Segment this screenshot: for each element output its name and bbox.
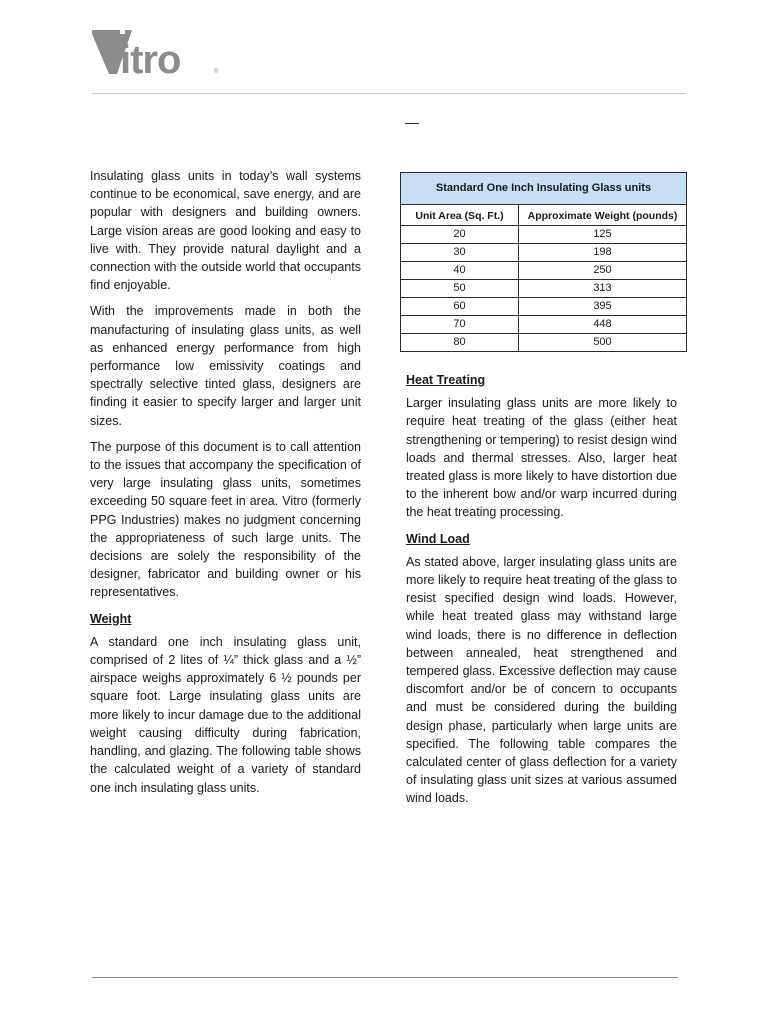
table-cell-area: 20: [401, 226, 519, 244]
wind-load-heading: Wind Load: [406, 531, 470, 546]
table-row: [401, 244, 687, 262]
header-divider: [92, 93, 686, 94]
improvements-paragraph: With the improvements made in both the manufacturing of insulating glass units, as well as enhanced energy performance from high performance low emissivity coatings and spectrally selective tinted glass, designers are finding it easier to specify larger and larger unit sizes.: [90, 304, 361, 428]
table-cell-weight: 250: [519, 262, 687, 280]
table-cell-area: 50: [401, 280, 519, 298]
wind-load-paragraph: As stated above, larger insulating glass units are more likely to require heat treating of the glass to resist specified design wind loads. However, while heat treated glass may withstand large wind loads, there is no difference in deflection between annealed, heat strengthened and tempered glass. Excessive deflection may cause discomfort and/or be of concern to occupants and must be considered during the building design phase, particularly when large units are specified. The following table compares the calculated center of glass deflection for a variety of insulating glass unit sizes at various assumed wind loads.: [406, 554, 677, 806]
footer-divider: [92, 977, 678, 978]
table-title: Standard One Inch Insulating Glass units: [401, 173, 687, 205]
intro-paragraph: Insulating glass units in today’s wall systems continue to be economical, save energy, and are popular with designers and building owners. Large vision areas are good looking and easy to live with. They provide natural daylight and a connection with the outside world that occupants find enjoyable.: [90, 169, 361, 293]
table-cell-area: 40: [401, 262, 519, 280]
table-cell-area: 60: [401, 298, 519, 316]
header-dash: —: [405, 114, 419, 130]
table-row: [401, 298, 687, 316]
purpose-paragraph: The purpose of this document is to call attention to the issues that accompany the specification of very large insulating glass units, sometimes exceeding 50 square feet in area. Vitro (formerly PPG Industries) makes no judgment concerning the appropriateness of such large units. The decisions are solely the responsibility of the designer, fabricator and building owner or his representatives.: [90, 439, 361, 600]
weight-table: [400, 172, 687, 352]
table-cell-weight: 448: [519, 316, 687, 334]
table-cell-weight: 313: [519, 280, 687, 298]
registered-mark: ®: [214, 69, 219, 75]
heat-treating-paragraph: Larger insulating glass units are more likely to require heat treating of the glass (either heat strengthening or tempering) to resist design wind loads and thermal stresses. Also, larger heat treated glass is more likely to have distortion due to the inherent bow and/or warp incurred during the heat treating processing.: [406, 396, 677, 520]
table-cell-weight: 500: [519, 334, 687, 352]
right-column: [406, 371, 677, 816]
table-row: [401, 226, 687, 244]
table-cell-weight: 198: [519, 244, 687, 262]
table-header-area: Unit Area (Sq. Ft.): [401, 205, 519, 226]
table-row: [401, 262, 687, 280]
table-row: [401, 334, 687, 352]
left-column: [90, 167, 361, 805]
logo-wordmark: itro: [120, 38, 181, 82]
table-row: [401, 316, 687, 334]
table-header-weight: Approximate Weight (pounds): [519, 205, 687, 226]
heat-treating-heading: Heat Treating: [406, 373, 486, 387]
table-cell-weight: 395: [519, 298, 687, 316]
table-cell-weight: 125: [519, 226, 687, 244]
weight-heading: Weight: [90, 611, 132, 626]
table-cell-area: 80: [401, 334, 519, 352]
table-cell-area: 30: [401, 244, 519, 262]
table-row: [401, 280, 687, 298]
weight-paragraph: A standard one inch insulating glass unit, comprised of 2 lites of ¼” thick glass and a ½” airspace weighs approximately 6 ½ pounds per square foot. Large insulating glass units are more likely to incur damage due to the additional weight causing difficulty during fabrication, handling, and glazing. The following table shows the calculated weight of a variety of standard one inch insulating glass units.: [90, 634, 361, 795]
table-cell-area: 70: [401, 316, 519, 334]
